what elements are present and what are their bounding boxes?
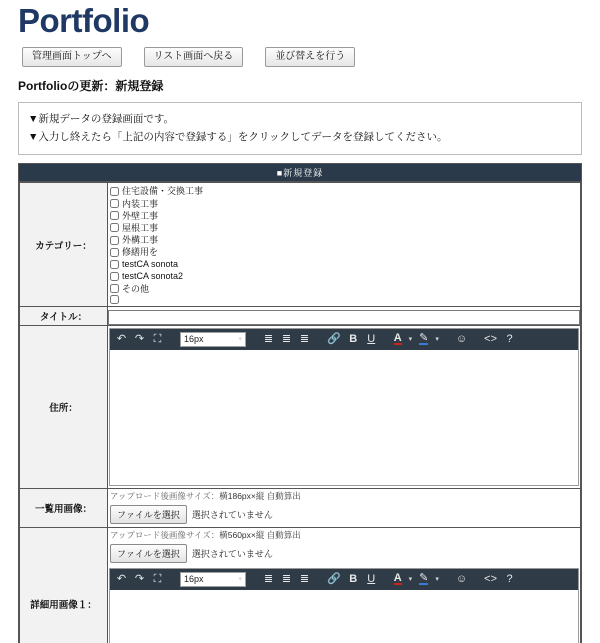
undo-icon[interactable]: ↶	[116, 332, 127, 345]
align-left-icon[interactable]: ≣	[263, 332, 274, 345]
highlight-color-icon[interactable]: ✎	[419, 571, 429, 584]
category-label: カテゴリー：	[20, 183, 108, 306]
category-checkbox-list	[108, 183, 580, 305]
notice-box	[18, 102, 582, 156]
fullscreen-icon[interactable]: ⛶	[153, 572, 162, 585]
category-label-text: その他	[122, 283, 150, 294]
address-field	[108, 325, 581, 488]
category-label-text: 外構工事	[122, 234, 159, 245]
detail-image1-note-value: 横560px×縦 自動算出	[219, 529, 301, 540]
section-heading: Portfolioの更新：新規登録	[18, 78, 164, 93]
list-item[interactable]	[110, 222, 580, 234]
list-image-file-name: 選択されていません	[191, 509, 273, 520]
category-label-text: 内装工事	[122, 198, 159, 209]
redo-icon[interactable]: ↷	[134, 572, 145, 585]
list-item[interactable]	[110, 246, 580, 258]
address-label: 住所：	[20, 325, 108, 488]
list-item[interactable]	[110, 270, 580, 282]
table-row-list-image	[20, 488, 581, 527]
category-checkbox[interactable]	[110, 260, 119, 269]
fullscreen-icon[interactable]: ⛶	[153, 332, 162, 345]
list-image-choose-file-button[interactable]: ファイルを選択	[110, 505, 187, 524]
list-image-size-note	[108, 489, 580, 504]
category-checkbox[interactable]	[110, 187, 119, 196]
redo-icon[interactable]: ↷	[134, 332, 145, 345]
list-item[interactable]	[110, 198, 580, 210]
address-editor-body[interactable]	[110, 350, 578, 485]
list-item[interactable]	[110, 185, 580, 197]
font-size-value: 16px	[184, 334, 204, 345]
category-label-text: 住宅設備・交換工事	[122, 186, 204, 197]
reorder-button[interactable]: 並び替えを行う	[265, 47, 355, 67]
editor-toolbar	[110, 329, 578, 350]
category-checkbox[interactable]	[110, 272, 119, 281]
list-image-field	[108, 488, 581, 527]
link-icon[interactable]: 🔗	[327, 332, 341, 345]
category-checkbox[interactable]	[110, 199, 119, 208]
align-left-icon[interactable]: ≣	[263, 572, 274, 585]
align-right-icon[interactable]: ≣	[299, 572, 310, 585]
new-registration-bar: ■新規登録	[19, 164, 581, 182]
table-row-address	[20, 325, 581, 488]
align-center-icon[interactable]: ≣	[281, 332, 292, 345]
table-row-category	[20, 183, 581, 306]
chevron-down-icon: ▾	[238, 336, 242, 344]
font-size-value: 16px	[184, 574, 204, 585]
list-item[interactable]	[110, 258, 580, 270]
detail-image1-size-note	[108, 528, 580, 543]
category-field	[108, 183, 581, 306]
bold-icon[interactable]: B	[349, 332, 358, 345]
detail-image1-choose-file-button[interactable]: ファイルを選択	[110, 544, 187, 563]
align-center-icon[interactable]: ≣	[281, 572, 292, 585]
align-right-icon[interactable]: ≣	[299, 332, 310, 345]
detail1-editor-body[interactable]	[110, 590, 578, 643]
list-item[interactable]	[110, 210, 580, 222]
category-checkbox[interactable]	[110, 284, 119, 293]
source-code-icon[interactable]: <>	[484, 332, 497, 345]
underline-icon[interactable]: U	[367, 332, 376, 345]
top-button-row	[0, 39, 600, 73]
rich-text-editor-address	[109, 328, 579, 486]
list-image-label: 一覧用画像：	[20, 488, 108, 527]
chevron-down-icon[interactable]: ▾	[408, 336, 413, 344]
category-label-text: 修繕用を	[122, 247, 159, 258]
title-input[interactable]	[108, 310, 580, 325]
detail-image1-file-name: 選択されていません	[191, 548, 273, 559]
chevron-down-icon[interactable]: ▾	[408, 576, 413, 584]
category-label-text: 外壁工事	[122, 210, 159, 221]
category-label-text: 屋根工事	[122, 222, 159, 233]
category-checkbox[interactable]	[110, 248, 119, 257]
category-checkbox[interactable]	[110, 211, 119, 220]
table-row-title	[20, 306, 581, 325]
category-label-text: testCA sonota	[122, 259, 179, 270]
detail-image1-note-prefix: アップロード後画像サイズ：	[110, 529, 220, 540]
table-row-detail-image1	[20, 527, 581, 643]
link-icon[interactable]: 🔗	[327, 572, 341, 585]
font-color-icon[interactable]: A	[393, 331, 402, 344]
detail-image1-file-row	[108, 543, 580, 566]
list-item[interactable]	[110, 234, 580, 246]
underline-icon[interactable]: U	[367, 572, 376, 585]
editor-toolbar	[110, 569, 578, 590]
list-item[interactable]	[110, 295, 580, 304]
header	[0, 0, 600, 39]
chevron-down-icon: ▾	[238, 576, 242, 584]
person-icon[interactable]: ☺	[455, 572, 468, 585]
detail-image1-label: 詳細用画像１：	[20, 527, 108, 643]
registration-form	[18, 163, 582, 643]
help-icon[interactable]: ?	[506, 572, 513, 585]
page-title: Portfolio	[18, 2, 150, 39]
help-icon[interactable]: ?	[506, 332, 513, 345]
detail-image1-field	[108, 527, 581, 643]
category-checkbox[interactable]	[110, 223, 119, 232]
list-image-note-value: 横186px×縦 自動算出	[219, 490, 301, 501]
list-image-file-row	[108, 504, 580, 527]
source-code-icon[interactable]: <>	[484, 572, 497, 585]
category-label-text: testCA sonota2	[122, 271, 184, 282]
list-item[interactable]	[110, 283, 580, 295]
form-table	[19, 182, 581, 643]
list-image-note-prefix: アップロード後画像サイズ：	[110, 490, 220, 501]
font-size-select[interactable]	[180, 332, 246, 347]
font-color-icon[interactable]: A	[393, 571, 402, 584]
chevron-down-icon[interactable]: ▾	[435, 336, 439, 344]
bold-icon[interactable]: B	[349, 572, 358, 585]
title-label: タイトル：	[20, 306, 108, 325]
notice-line-1: ▼新規データの登録画面です。	[28, 112, 175, 125]
person-icon[interactable]: ☺	[455, 332, 468, 345]
chevron-down-icon[interactable]: ▾	[435, 576, 439, 584]
admin-top-button[interactable]: 管理画面トップへ	[22, 47, 122, 67]
highlight-color-icon[interactable]: ✎	[419, 331, 429, 344]
notice-line-2: ▼入力し終えたら「上記の内容で登録する」をクリックしてデータを登録してください。	[28, 131, 448, 144]
back-to-list-button[interactable]: リスト画面へ戻る	[144, 47, 244, 67]
rich-text-editor-detail1	[109, 568, 579, 643]
category-checkbox[interactable]	[110, 295, 119, 304]
title-field	[108, 306, 581, 325]
category-checkbox[interactable]	[110, 236, 119, 245]
undo-icon[interactable]: ↶	[116, 572, 127, 585]
font-size-select[interactable]	[180, 572, 246, 587]
